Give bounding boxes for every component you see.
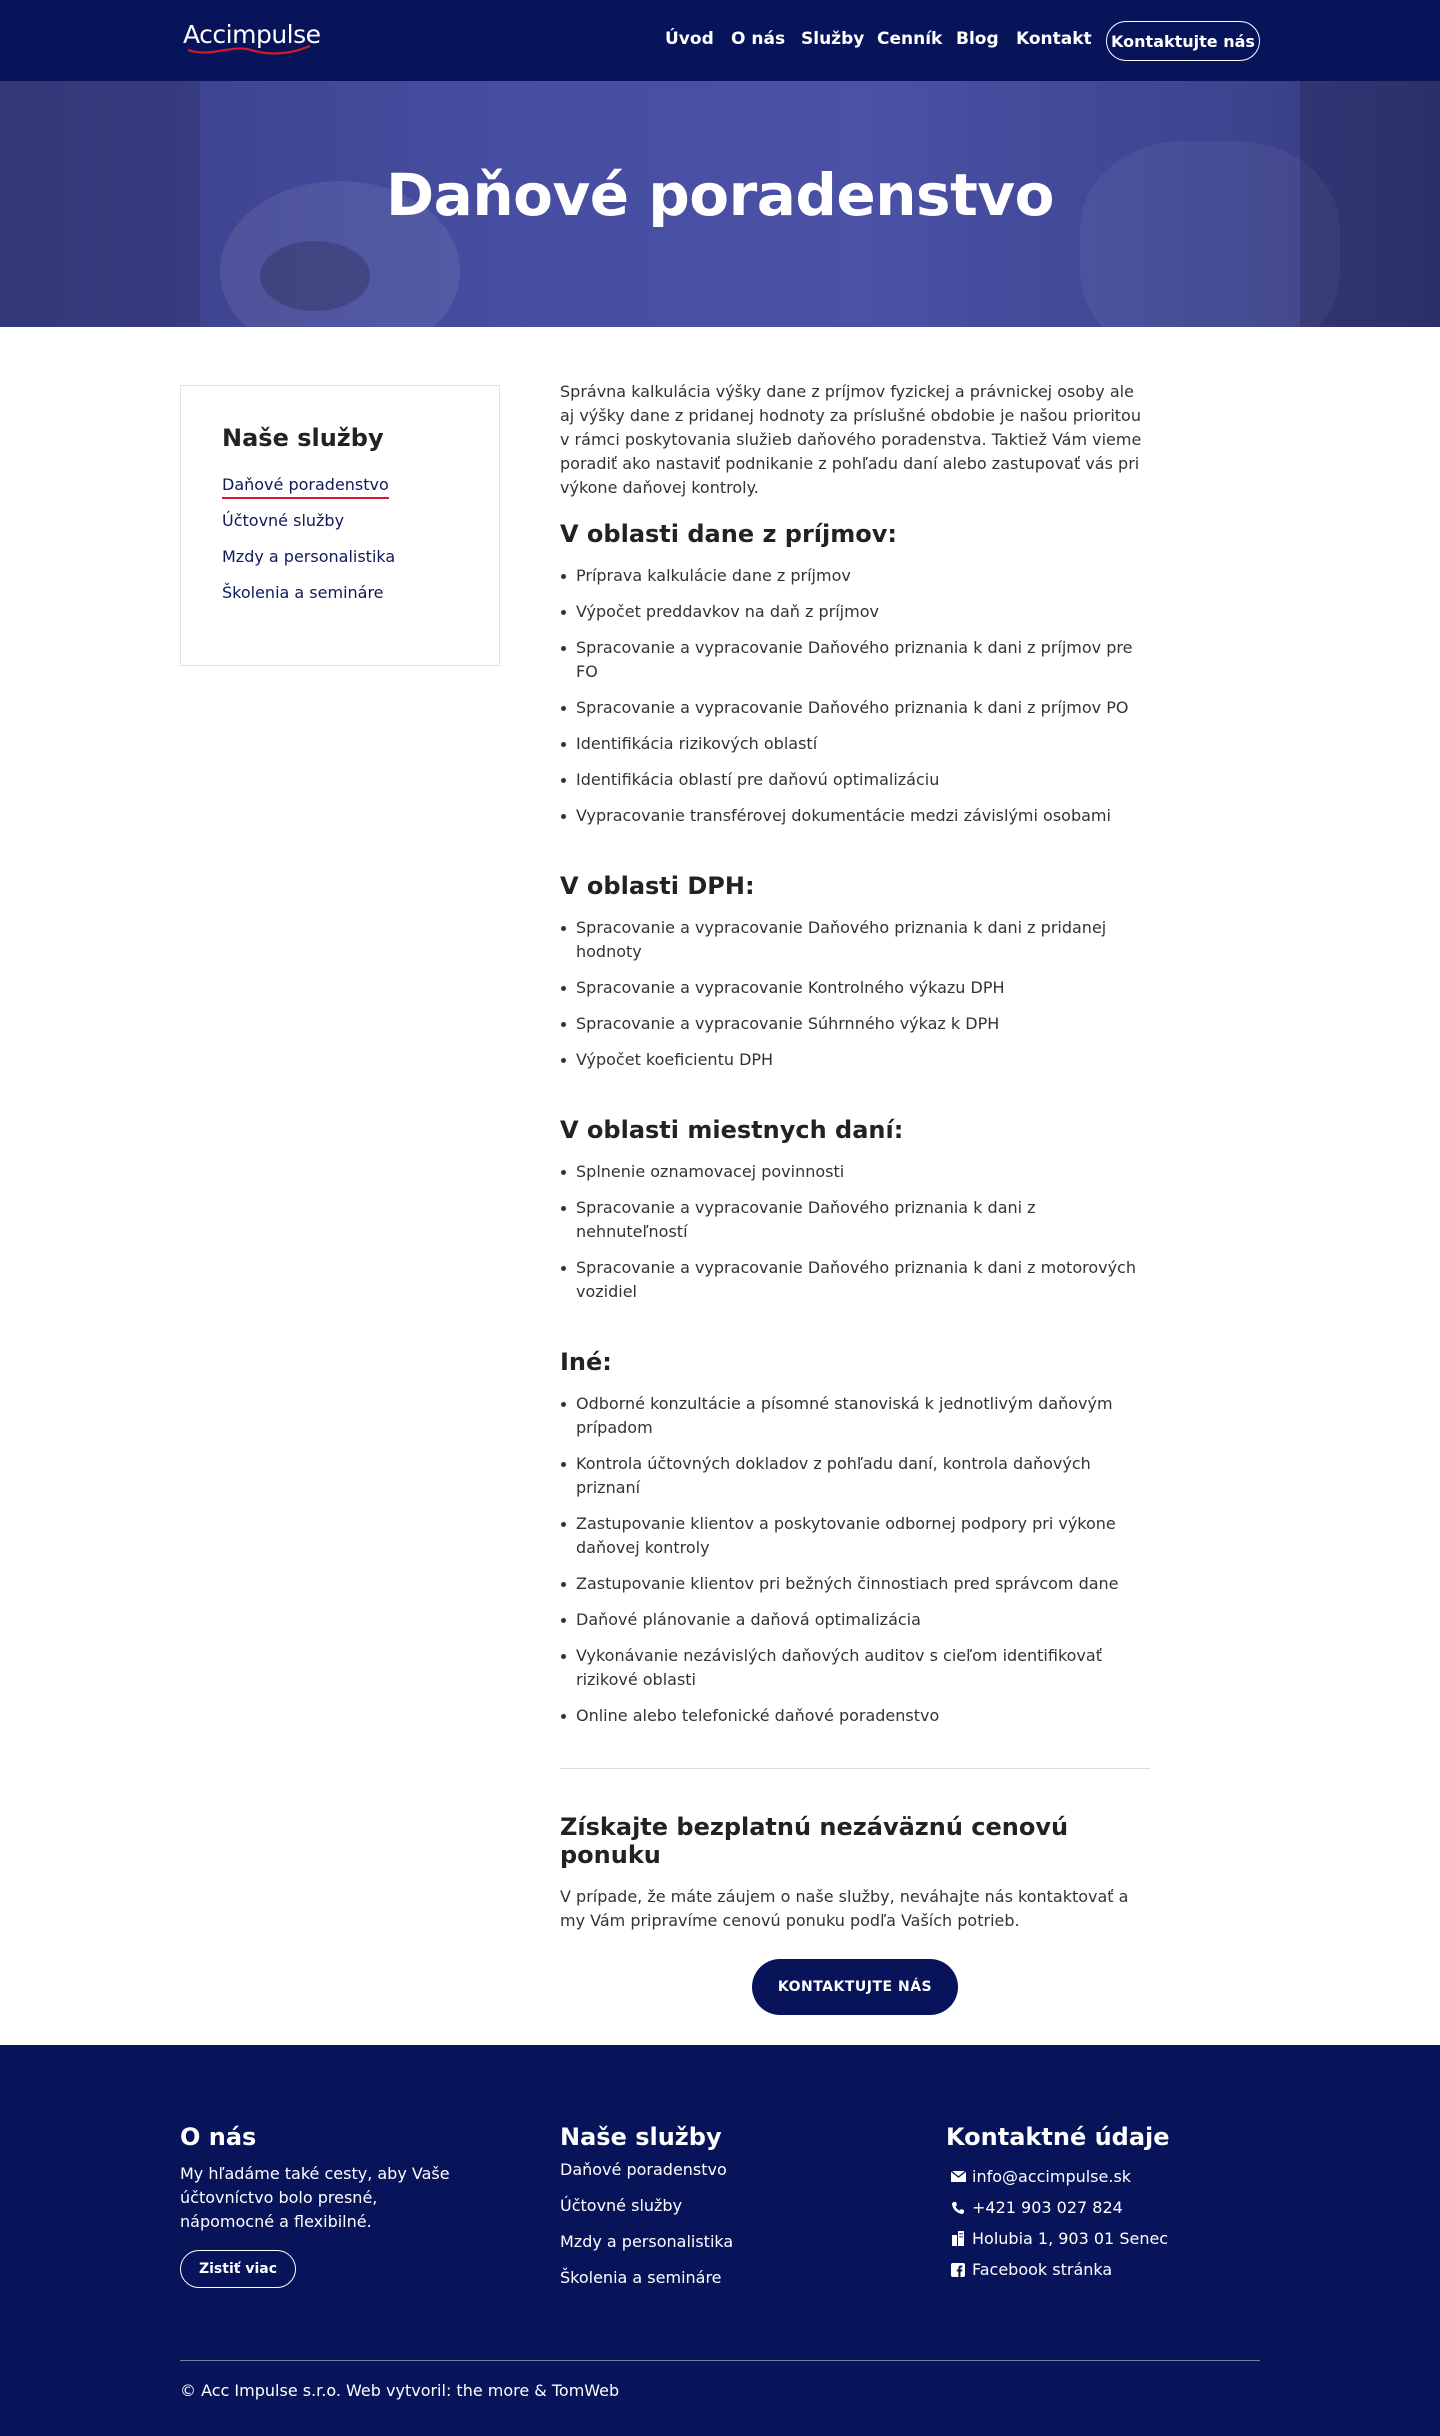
list-item: Spracovanie a vypracovanie Daňového priznania k dani z motorových vozidiel xyxy=(560,1256,1150,1304)
contact-facebook-text: Facebook stránka xyxy=(972,2260,1113,2279)
hero-banner xyxy=(0,81,1440,327)
list-item: Spracovanie a vypracovanie Daňového priznania k dani z pridanej hodnoty xyxy=(560,916,1150,964)
main-content xyxy=(560,380,1150,2015)
list-item: Príprava kalkulácie dane z príjmov xyxy=(560,564,1150,588)
sidebar-item-uctovne-sluzby[interactable]: Účtovné služby xyxy=(222,511,345,530)
list-item: Identifikácia oblastí pre daňovú optimalizáciu xyxy=(560,768,1150,792)
footer-link-uctovne-sluzby[interactable]: Účtovné služby xyxy=(560,2196,683,2215)
footer-link-mzdy[interactable]: Mzdy a personalistika xyxy=(560,2232,734,2251)
phone-icon xyxy=(950,2200,966,2216)
service-list xyxy=(560,916,1150,1072)
contact-address-text: Holubia 1, 903 01 Senec xyxy=(972,2229,1169,2248)
contact-phone[interactable] xyxy=(950,2198,1123,2217)
intro-paragraph: Správna kalkulácia výšky dane z príjmov fyzickej a právnickej osoby ale aj výšky dane z pridanej hodnoty za príslušné obdobie je našou prioritou v rámci poskytovania služieb daňového poradenstva. Taktiež Vám vieme poradiť ako nastaviť podnikanie z pohľadu daní alebo zastupovať vás pri výkone daňovej kontroly. xyxy=(560,382,1142,497)
list-item: Vykonávanie nezávislých daňových auditov s cieľom identifikovať rizikové oblasti xyxy=(560,1644,1150,1692)
page-title: Daňové poradenstvo xyxy=(386,161,1054,229)
site-logo[interactable]: Accimpulse xyxy=(183,20,321,49)
logo-swoosh xyxy=(186,44,312,56)
header-contact-button[interactable]: Kontaktujte nás xyxy=(1106,21,1260,61)
footer-contact-heading: Kontaktné údaje xyxy=(946,2123,1170,2151)
sidebar-item-danove-poradenstvo[interactable]: Daňové poradenstvo xyxy=(222,475,389,499)
sidebar-title: Naše služby xyxy=(222,424,384,452)
list-item: Spracovanie a vypracovanie Daňového priznania k dani z nehnuteľností xyxy=(560,1196,1150,1244)
list-item: Odborné konzultácie a písomné stanoviská k jednotlivým daňovým prípadom xyxy=(560,1392,1150,1440)
nav-item-cennik[interactable]: Cenník xyxy=(877,29,943,49)
list-item: Vypracovanie transférovej dokumentácie medzi závislými osobami xyxy=(560,804,1150,828)
footer-services-heading: Naše služby xyxy=(560,2123,722,2151)
section-heading: V oblasti DPH: xyxy=(560,872,755,900)
section-heading: V oblasti dane z príjmov: xyxy=(560,520,897,548)
nav-item-sluzby[interactable]: Služby xyxy=(801,29,865,49)
list-item: Výpočet koeficientu DPH xyxy=(560,1048,1150,1072)
contact-us-button[interactable]: KONTAKTUJTE NÁS xyxy=(752,1959,958,2015)
section-divider xyxy=(560,1768,1150,1769)
list-item: Kontrola účtovných dokladov z pohľadu daní, kontrola daňových priznaní xyxy=(560,1452,1150,1500)
footer-divider xyxy=(180,2360,1260,2361)
list-item: Výpočet preddavkov na daň z príjmov xyxy=(560,600,1150,624)
footer-copyright: © Acc Impulse s.r.o. Web vytvoril: the more & TomWeb xyxy=(180,2381,620,2400)
list-item: Spracovanie a vypracovanie Súhrnného výkaz k DPH xyxy=(560,1012,1150,1036)
list-item: Spracovanie a vypracovanie Kontrolného výkazu DPH xyxy=(560,976,1150,1000)
footer-about-text: My hľadáme také cesty, aby Vaše účtovníctvo bolo presné, nápomocné a flexibilné. xyxy=(180,2164,450,2231)
quote-heading: Získajte bezplatnú nezáväznú cenovú ponuku xyxy=(560,1813,1069,1869)
facebook-icon xyxy=(950,2262,966,2278)
footer-about-heading: O nás xyxy=(180,2123,257,2151)
service-list xyxy=(560,564,1150,828)
nav-item-o-nas[interactable]: O nás xyxy=(731,29,786,49)
list-item: Zastupovanie klientov pri bežných činnostiach pred správcom dane xyxy=(560,1572,1150,1596)
list-item: Spracovanie a vypracovanie Daňového priznania k dani z príjmov PO xyxy=(560,696,1150,720)
section-heading: Iné: xyxy=(560,1348,612,1376)
list-item: Daňové plánovanie a daňová optimalizácia xyxy=(560,1608,1150,1632)
nav-item-blog[interactable]: Blog xyxy=(956,29,999,49)
hero-background-shape xyxy=(260,241,370,311)
list-item: Splnenie oznamovacej povinnosti xyxy=(560,1160,1150,1184)
contact-email-text: info@accimpulse.sk xyxy=(972,2167,1132,2186)
quote-text: V prípade, že máte záujem o naše služby, neváhajte nás kontaktovať a my Vám pripravíme cenovú ponuku podľa Vaších potrieb. xyxy=(560,1887,1129,1930)
service-list xyxy=(560,1160,1150,1304)
sidebar-item-mzdy[interactable]: Mzdy a personalistika xyxy=(222,547,396,566)
contact-email[interactable] xyxy=(950,2167,1131,2186)
learn-more-button[interactable]: Zistiť viac xyxy=(180,2250,296,2288)
services-sidebar xyxy=(180,385,500,666)
envelope-icon xyxy=(950,2169,966,2185)
service-list xyxy=(560,1392,1150,1728)
contact-facebook[interactable] xyxy=(950,2260,1112,2279)
site-footer xyxy=(0,2045,1440,2436)
footer-link-danove-poradenstvo[interactable]: Daňové poradenstvo xyxy=(560,2160,727,2179)
building-icon xyxy=(950,2231,966,2247)
sidebar-item-skolenia[interactable]: Školenia a semináre xyxy=(222,583,384,602)
list-item: Online alebo telefonické daňové poradenstvo xyxy=(560,1704,1150,1728)
list-item: Spracovanie a vypracovanie Daňového priznania k dani z príjmov pre FO xyxy=(560,636,1150,684)
contact-address xyxy=(950,2229,1168,2248)
footer-link-skolenia[interactable]: Školenia a semináre xyxy=(560,2268,722,2287)
contact-phone-text: +421 903 027 824 xyxy=(972,2198,1123,2217)
list-item: Zastupovanie klientov a poskytovanie odbornej podpory pri výkone daňovej kontroly xyxy=(560,1512,1150,1560)
list-item: Identifikácia rizikových oblastí xyxy=(560,732,1150,756)
nav-item-uvod[interactable]: Úvod xyxy=(665,29,714,49)
section-heading: V oblasti miestnych daní: xyxy=(560,1116,904,1144)
nav-item-kontakt[interactable]: Kontakt xyxy=(1016,29,1092,49)
site-header xyxy=(0,0,1440,81)
